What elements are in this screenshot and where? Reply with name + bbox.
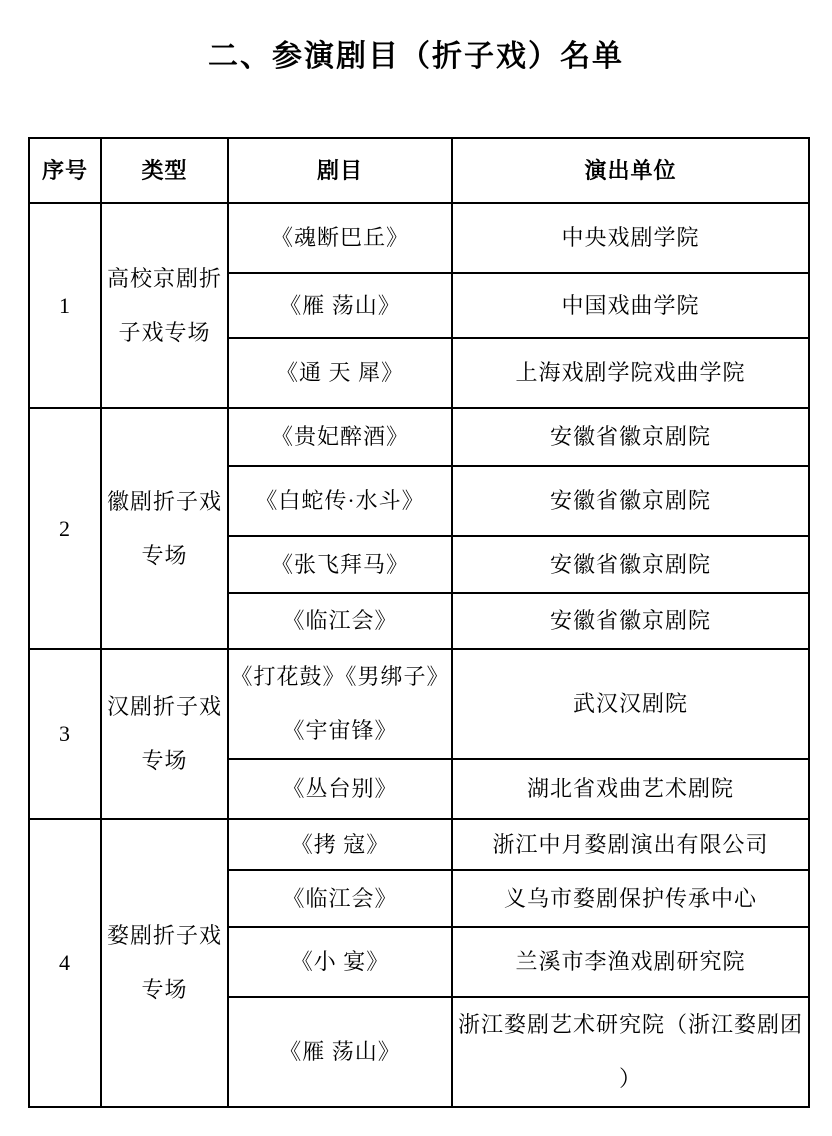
program-cell: 《贵妃醉酒》 [228, 408, 452, 466]
program-cell: 《临江会》 [228, 870, 452, 927]
table-header-row [29, 138, 809, 203]
program-cell: 《小 宴》 [228, 927, 452, 997]
group-index-cell: 1 [29, 203, 101, 408]
unit-cell: 中央戏剧学院 [452, 203, 809, 273]
group-type-cell: 婺剧折子戏专场 [101, 819, 228, 1107]
group-type-cell: 徽剧折子戏专场 [101, 408, 228, 649]
unit-cell: 中国戏曲学院 [452, 273, 809, 338]
unit-cell: 安徽省徽京剧院 [452, 593, 809, 649]
program-cell: 《魂断巴丘》 [228, 203, 452, 273]
unit-cell: 安徽省徽京剧院 [452, 408, 809, 466]
table-row [29, 819, 809, 870]
table-row [29, 408, 809, 466]
header-cell-unit: 演出单位 [452, 138, 809, 203]
unit-cell: 上海戏剧学院戏曲学院 [452, 338, 809, 408]
unit-cell: 浙江中月婺剧演出有限公司 [452, 819, 809, 870]
unit-cell: 安徽省徽京剧院 [452, 466, 809, 536]
header-cell-program: 剧目 [228, 138, 452, 203]
unit-cell: 浙江婺剧艺术研究院（浙江婺剧团） [452, 997, 809, 1107]
program-table [28, 137, 810, 1108]
program-cell: 《白蛇传·水斗》 [228, 466, 452, 536]
unit-cell: 安徽省徽京剧院 [452, 536, 809, 593]
page-title: 二、参演剧目（折子戏）名单 [208, 40, 624, 73]
program-cell: 《张飞拜马》 [228, 536, 452, 593]
unit-cell: 义乌市婺剧保护传承中心 [452, 870, 809, 927]
program-cell: 《通 天 犀》 [228, 338, 452, 408]
group-index-cell: 4 [29, 819, 101, 1107]
program-cell: 《临江会》 [228, 593, 452, 649]
group-type-cell: 汉剧折子戏专场 [101, 649, 228, 819]
header-cell-index: 序号 [29, 138, 101, 203]
program-cell: 《打花鼓》《男绑子》《宇宙锋》 [228, 649, 452, 759]
program-cell: 《拷 寇》 [228, 819, 452, 870]
header-cell-type: 类型 [101, 138, 228, 203]
unit-cell: 兰溪市李渔戏剧研究院 [452, 927, 809, 997]
table-row [29, 203, 809, 273]
group-type-cell: 高校京剧折子戏专场 [101, 203, 228, 408]
group-index-cell: 2 [29, 408, 101, 649]
program-cell: 《雁 荡山》 [228, 273, 452, 338]
unit-cell: 武汉汉剧院 [452, 649, 809, 759]
unit-cell: 湖北省戏曲艺术剧院 [452, 759, 809, 819]
program-cell: 《雁 荡山》 [228, 997, 452, 1107]
group-index-cell: 3 [29, 649, 101, 819]
table-row [29, 649, 809, 759]
program-cell: 《丛台别》 [228, 759, 452, 819]
